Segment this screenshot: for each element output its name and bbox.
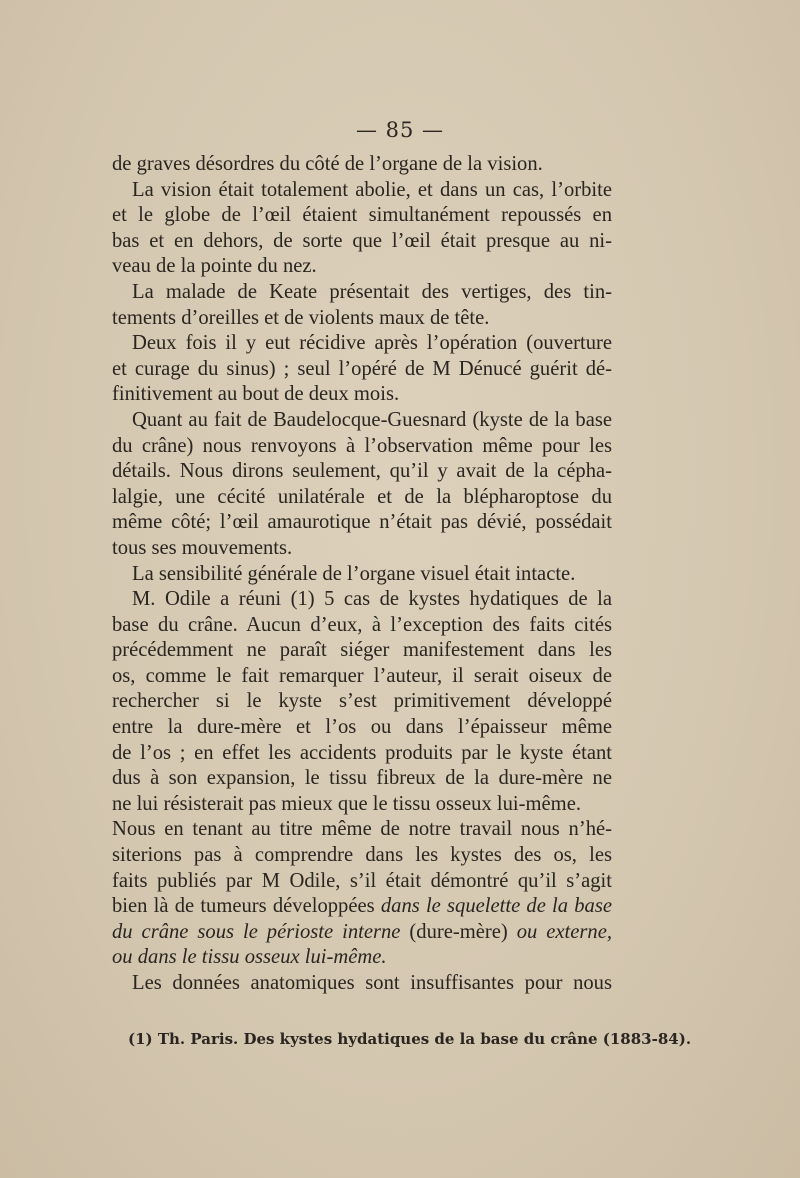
text-segment: veau de la pointe du nez. [112,255,317,278]
text-line [112,203,612,229]
text-line [112,613,612,639]
text-segment: siterions pas à comprendre dans les kystes des os, les [112,844,612,867]
text-line [112,664,612,690]
text-segment: Nous en tenant au titre même de notre travail nous n’hé- [112,818,612,841]
text-line [112,741,612,767]
text-segment: (dure-mère) [400,920,517,943]
text-segment: Les données anatomiques sont insuffisantes pour nous [132,972,612,994]
text-segment: bas et en dehors, de sorte que l’œil était presque au ni- [112,229,612,252]
text-segment: La vision était totalement abolie, et dans un cas, l’orbite [132,178,612,201]
text-line [112,306,612,332]
text-line [112,178,612,204]
text-segment: de l’os ; en effet les accidents produits par le kyste étant [112,741,612,764]
body-text [112,152,612,997]
text-segment: dus à son expansion, le tissu fibreux de la dure-mère ne [112,767,612,790]
text-segment: tous ses mouvements. [112,536,293,559]
text-segment: et le globe de l’œil étaient simultanément repoussés en [112,204,612,227]
text-segment: bien là de tumeurs développées [112,895,381,918]
text-segment: du crâne) nous renvoyons à l’observation même pour les [112,434,612,457]
text-line [112,408,612,434]
text-line [112,587,612,613]
text-line [112,357,612,383]
text-segment: os, comme le fait remarquer l’auteur, il serait oiseux de [112,664,612,687]
text-segment: entre la dure-mère et l’os ou dans l’épaisseur même [112,716,612,739]
text-line [112,331,612,357]
text-line [112,766,612,792]
text-line [112,510,612,536]
page-number: — 85 — [355,118,445,142]
text-line [112,792,612,818]
text-segment: et curage du sinus) ; seul l’opéré de M Dénucé guérit dé- [112,357,612,380]
text-line [112,843,612,869]
footnote: (1) Th. Paris. Des kystes hydatiques de la base du crâne (1883-84). [128,1030,692,1048]
text-line [112,894,612,920]
text-segment: La malade de Keate présentait des vertiges, des tin- [132,280,612,303]
text-line [112,638,612,664]
text-line [112,920,612,946]
text-segment: ne lui résisterait pas mieux que le tissu osseux lui-même. [112,792,581,815]
text-line [112,562,612,588]
text-line [112,869,612,895]
text-segment: M. Odile a réuni (1) 5 cas de kystes hydatiques de la [132,588,612,611]
italic-text: ou dans le tissu osseux lui-même. [112,946,387,969]
italic-text: ou externe, [516,920,612,943]
text-line [112,689,612,715]
text-segment: La sensibilité générale de l’organe visuel était intacte. [132,562,576,585]
text-line [112,536,612,562]
text-line [112,817,612,843]
text-line [112,485,612,511]
italic-text: dans le squelette de la base [380,895,612,918]
text-segment: même côté; l’œil amaurotique n’était pas dévié, possédait [112,511,612,534]
text-segment: lalgie, une cécité unilatérale et de la blépharoptose du [112,485,612,508]
text-segment: Quant au fait de Baudelocque-Guesnard (kyste de la base [132,408,612,431]
text-line [112,971,612,997]
text-line [112,229,612,255]
text-line [112,152,612,178]
text-segment: Deux fois il y eut récidive après l’opération (ouverture [132,332,612,355]
text-line [112,459,612,485]
text-segment: tements d’oreilles et de violents maux de tête. [112,306,490,329]
text-line [112,434,612,460]
text-line [112,254,612,280]
text-segment: détails. Nous dirons seulement, qu’il y avait de la cépha- [112,460,612,483]
text-segment: base du crâne. Aucun d’eux, à l’exception des faits cités [112,613,612,636]
text-segment: rechercher si le kyste s’est primitivement développé [112,690,612,713]
text-line [112,945,612,971]
text-segment: précédemment ne paraît siéger manifestement dans les [112,639,612,662]
text-segment: de graves désordres du côté de l’organe de la vision. [112,153,543,175]
text-segment: finitivement au bout de deux mois. [112,383,400,406]
text-segment: faits publiés par M Odile, s’il était démontré qu’il s’agit [112,869,612,892]
text-line [112,280,612,306]
text-line [112,382,612,408]
italic-text: du crâne sous le périoste interne [112,920,401,943]
text-line [112,715,612,741]
